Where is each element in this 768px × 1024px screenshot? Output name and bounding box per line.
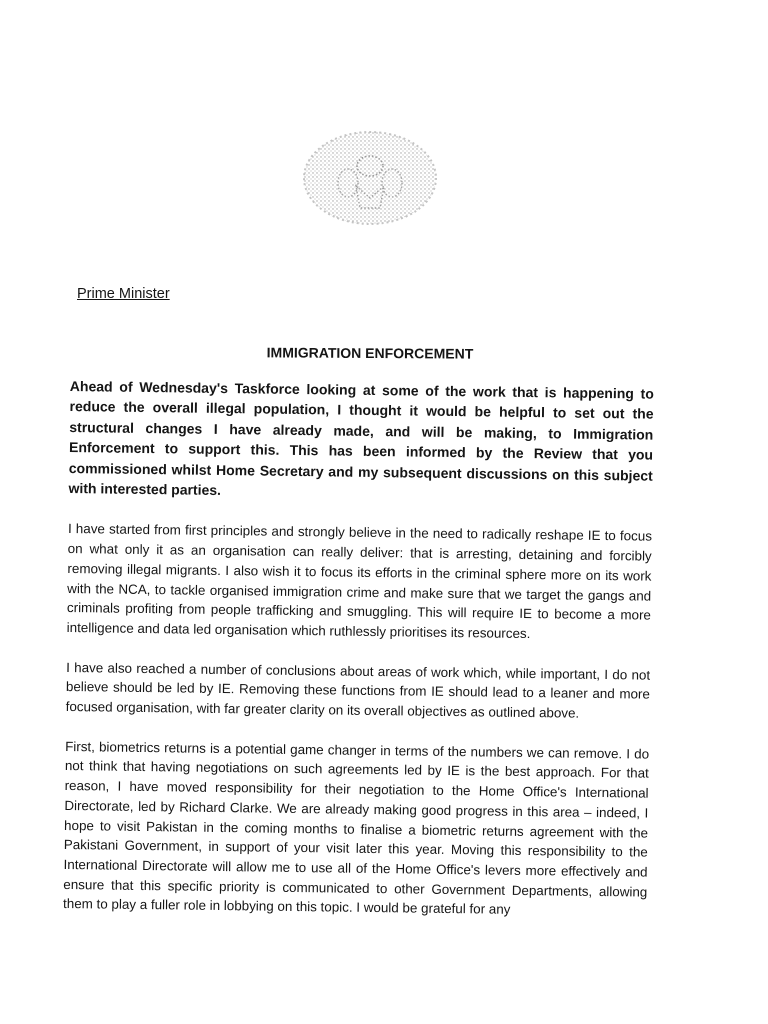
document-title: IMMIGRATION ENFORCEMENT — [266, 344, 474, 362]
body-paragraph: I have started from first principles and strongly believe in the need to radically reshape IE to focus on what only it as an organisation can really deliver: that is arresting, detaining and forcibly removing illegal migrants. I also wish it to focus its efforts in the criminal sphere more on its work with the NCA, to tackle organised immigration crime and make sure that we target the gangs and criminals profiting from people trafficking and smuggling. This will require IE to become a more intelligence and data led organisation which ruthlessly prioritises its resources. — [66, 521, 653, 642]
document-body — [63, 376, 654, 942]
addressee: Prime Minister — [77, 286, 170, 302]
intro-paragraph: Ahead of Wednesday's Taskforce looking at some of the work that is happening to reduce the overall illegal population, I thought it would be helpful to set out the structural changes I have already made, and will be making, to Immigration Enforcement to support this. This has been informed by the Review that you commissioned whilst Home Secretary and my subsequent discussions on this subject with interested parties. — [68, 377, 654, 499]
royal-crest-watermark — [300, 128, 440, 228]
body-paragraph: I have also reached a number of conclusions about areas of work which, while important, I do not believe should be led by IE. Removing these functions from IE should lead to a leaner and more focused organisation, with far greater clarity on its overall objectives as outlined above. — [65, 659, 651, 721]
body-paragraph: First, biometrics returns is a potential game changer in terms of the numbers we can remove. I do not think that having negotiations on such agreements led by IE is the best approach. For that reason, I have moved responsibility for their negotiation to the Home Office's International Directorate, led by Richard Clarke. We are already making good progress in this area – indeed, I hope to visit Pakistan in the coming months to finalise a biometric returns agreement with the Pakistani Government, in support of your visit later this year. Moving this responsibility to the International Directorate will allow me to use all of the Home Office's levers more effectively and ensure that this specific priority is communicated to other Government Departments, allowing them to play a fuller role in lobbying on this topic. I would be grateful for any — [62, 738, 650, 918]
